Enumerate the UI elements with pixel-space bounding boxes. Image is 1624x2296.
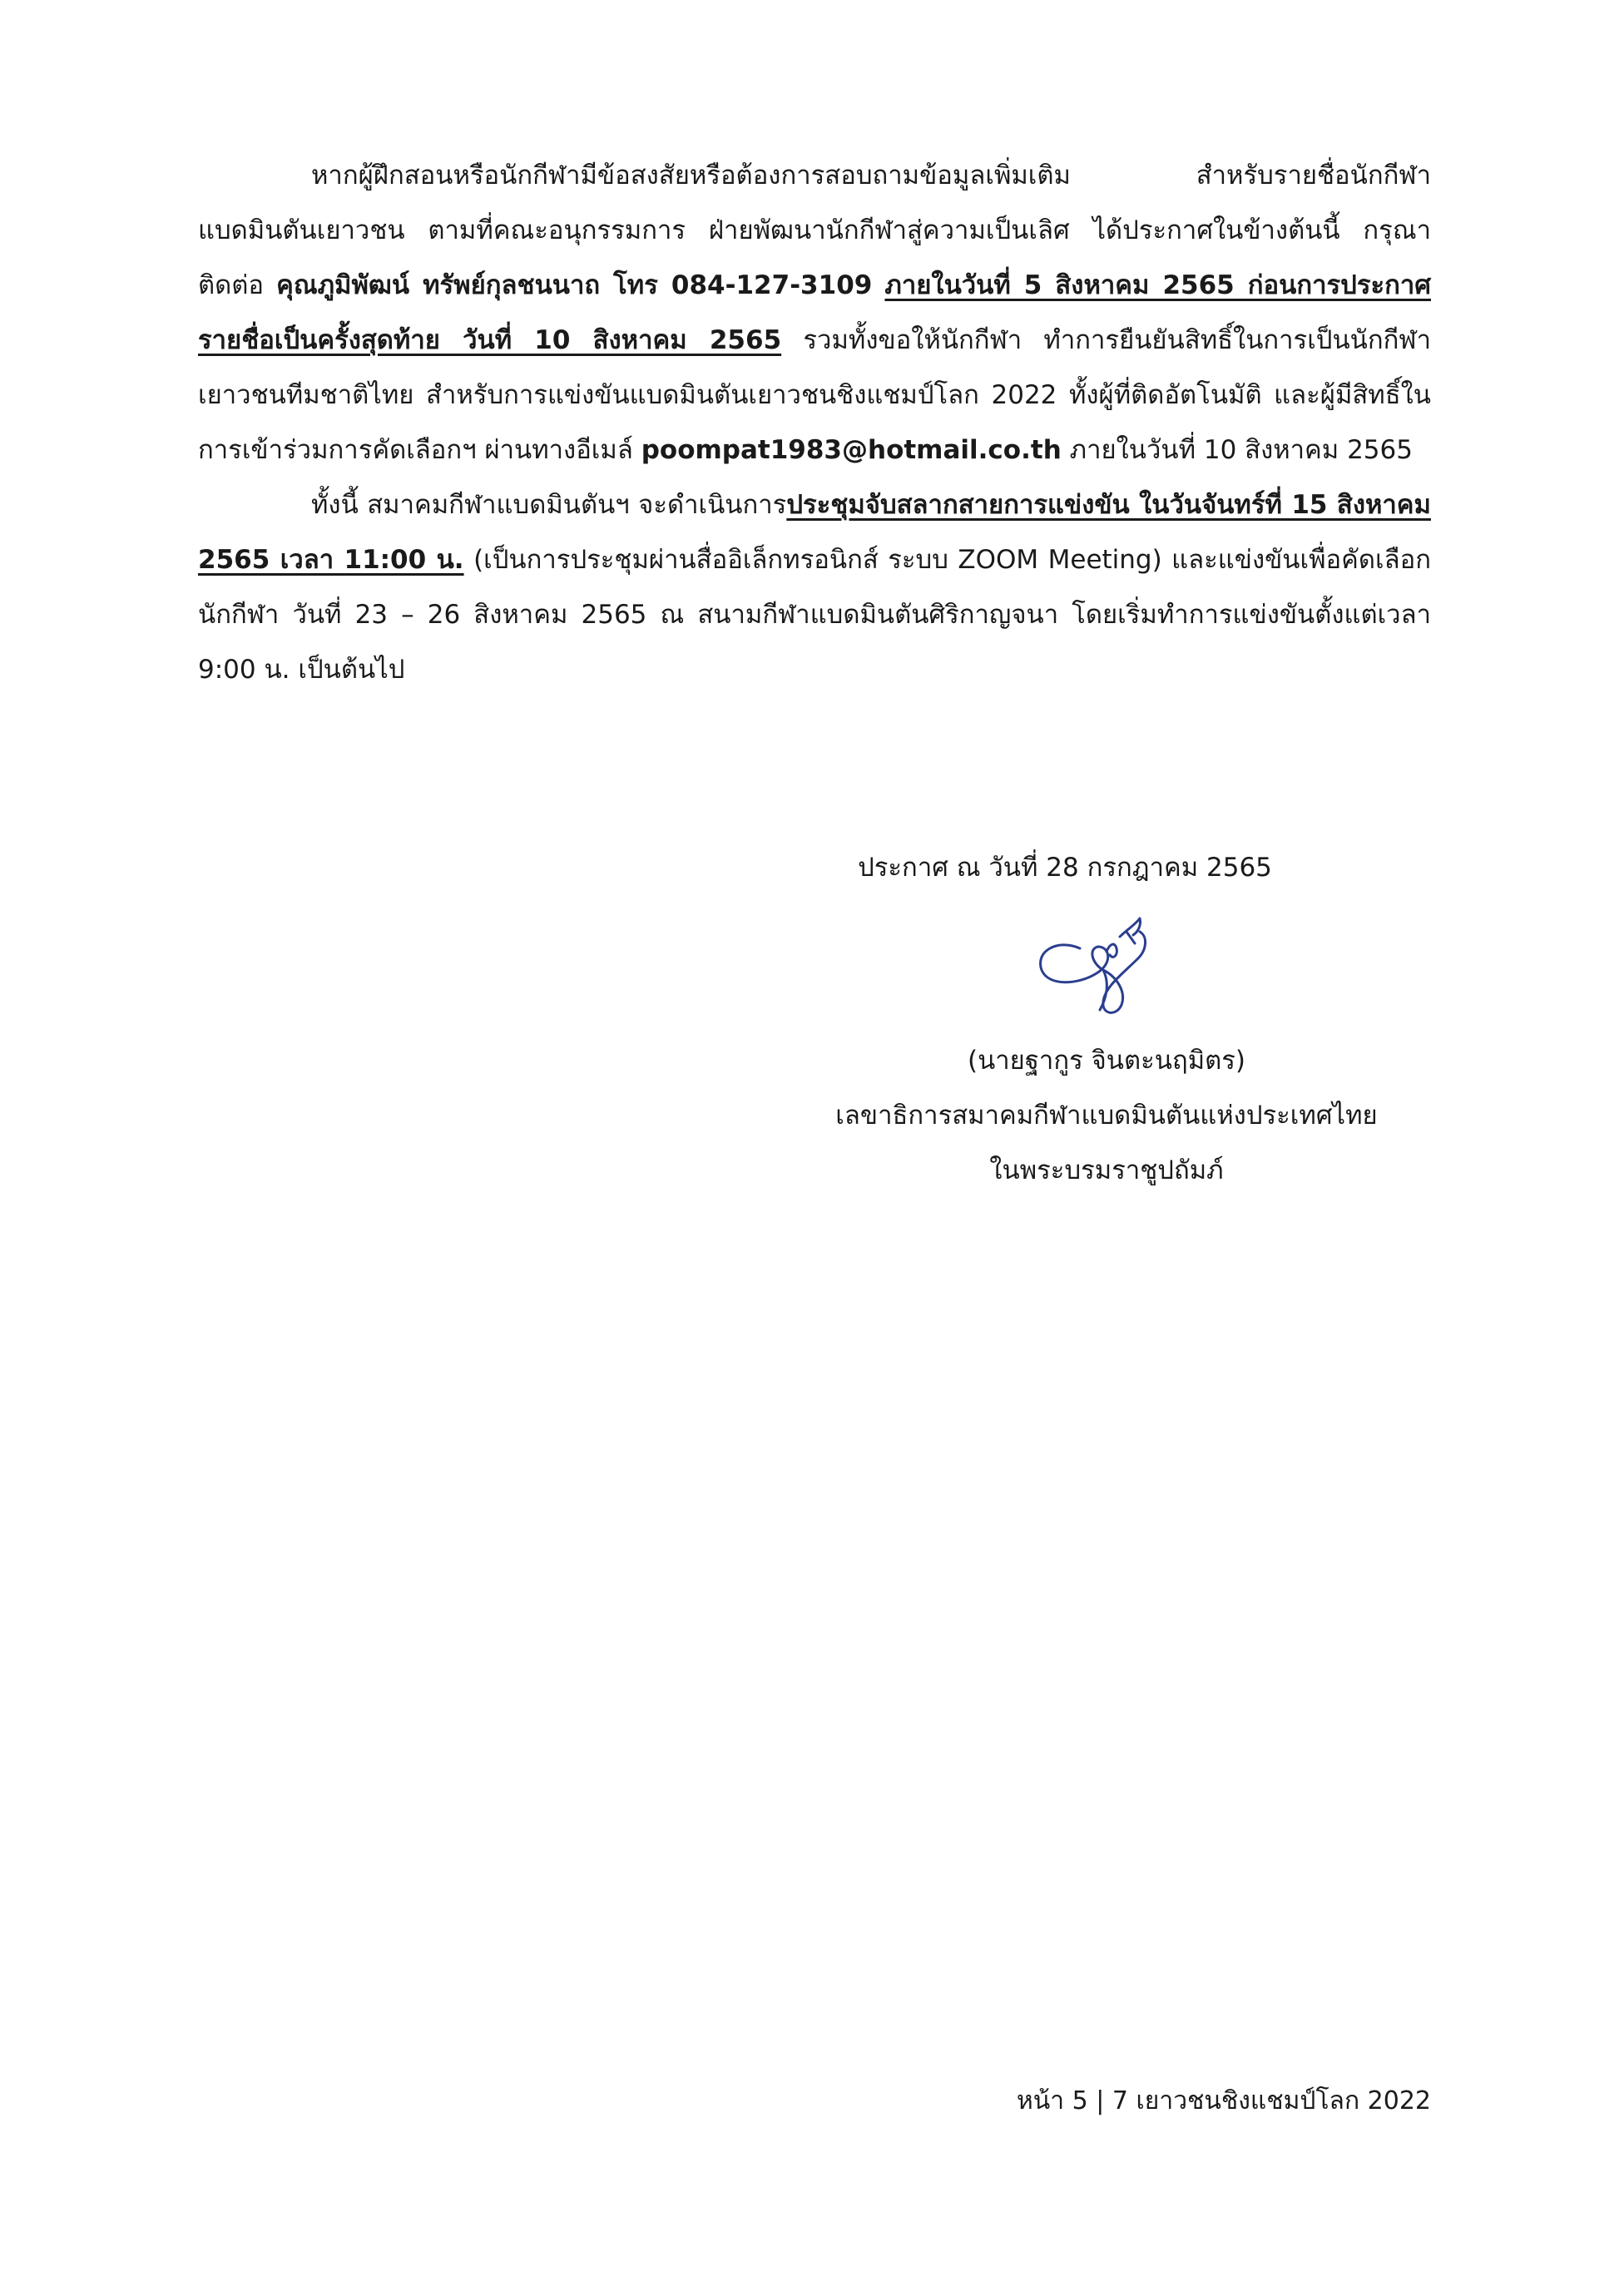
signer-position: เลขาธิการสมาคมกีฬาแบดมินตันแห่งประเทศไทย xyxy=(835,1101,1378,1131)
paragraph2-rest: (เป็นการประชุมผ่านสื่ออิเล็กทรอนิกส์ ระบบ ZOOM Meeting) และแข่งขันเพื่อคัดเลือกนักกีฬา วันที่ 23 – 26 สิงหาคม 2565 ณ สนามกีฬาแบดมินตันศิริกาญจนา โดยเริ่มทำการแข่งขันตั้งแต่เวลา 9:00 น. เป็นต้นไป xyxy=(198,545,1431,685)
paragraph1-rest: รวมทั้งขอให้นักกีฬา ทำการยืนยันสิทธิ์ในการเป็นนักกีฬาเยาวชนทีมชาติไทย สำหรับการแข่งขันแบดมินตันเยาวชนชิงแชมป์โลก 2022 ทั้งผู้ที่ติดอัตโนมัติ และผู้มีสิทธิ์ในการเข้าร่วมการคัดเลือกฯ ผ่านทางอีเมล์ xyxy=(198,325,1432,465)
contact-person: คุณภูมิพัฒน์ ทรัพย์กุลชนนาถ โทร 084-127-3109 xyxy=(276,270,873,300)
document-body xyxy=(198,148,1431,697)
paragraph1-intro: หากผู้ฝึกสอนหรือนักกีฬามีข้อสงสัยหรือต้องการสอบถามข้อมูลเพิ่มเติม สำหรับรายชื่อนักกีฬาแบดมินตันเยาวชน ตามที่คณะอนุกรรมการ ฝ่ายพัฒนานักกีฬาสู่ความเป็นเลิศ ได้ประกาศในข้างต้นนี้ กรุณาติดต่อ xyxy=(198,161,1431,300)
signature-block xyxy=(799,840,1414,1198)
contact-email: poompat1983@hotmail.co.th xyxy=(641,435,1062,465)
paragraph2-intro: ทั้งนี้ สมาคมกีฬาแบดมินตันฯ จะดำเนินการ xyxy=(311,490,787,520)
meeting-notice: ประชุมจับสลากสายการแข่งขัน ในวันจันทร์ที่ 15 สิงหาคม 2565 เวลา 11:00 น. xyxy=(198,490,1431,575)
handwritten-signature xyxy=(1023,900,1190,1025)
signer-name: (นายฐากูร จินตะนฤมิตร) xyxy=(967,1046,1246,1076)
deadline-notice: ภายในวันที่ 5 สิงหาคม 2565 ก่อนการประกาศรายชื่อเป็นครั้งสุดท้าย วันที่ 10 สิงหาคม 2565 xyxy=(198,270,1431,355)
announce-date: ประกาศ ณ วันที่ 28 กรกฎาคม 2565 xyxy=(858,853,1272,883)
paragraph-meeting xyxy=(198,478,1431,697)
signer-patronage: ในพระบรมราชูปถัมภ์ xyxy=(989,1155,1224,1185)
paragraph-contact xyxy=(198,148,1431,478)
paragraph1-end: ภายในวันที่ 10 สิงหาคม 2565 xyxy=(1069,435,1413,465)
page-footer: หน้า 5 | 7 เยาวชนชิงแชมป์โลก 2022 xyxy=(1016,2086,1431,2115)
